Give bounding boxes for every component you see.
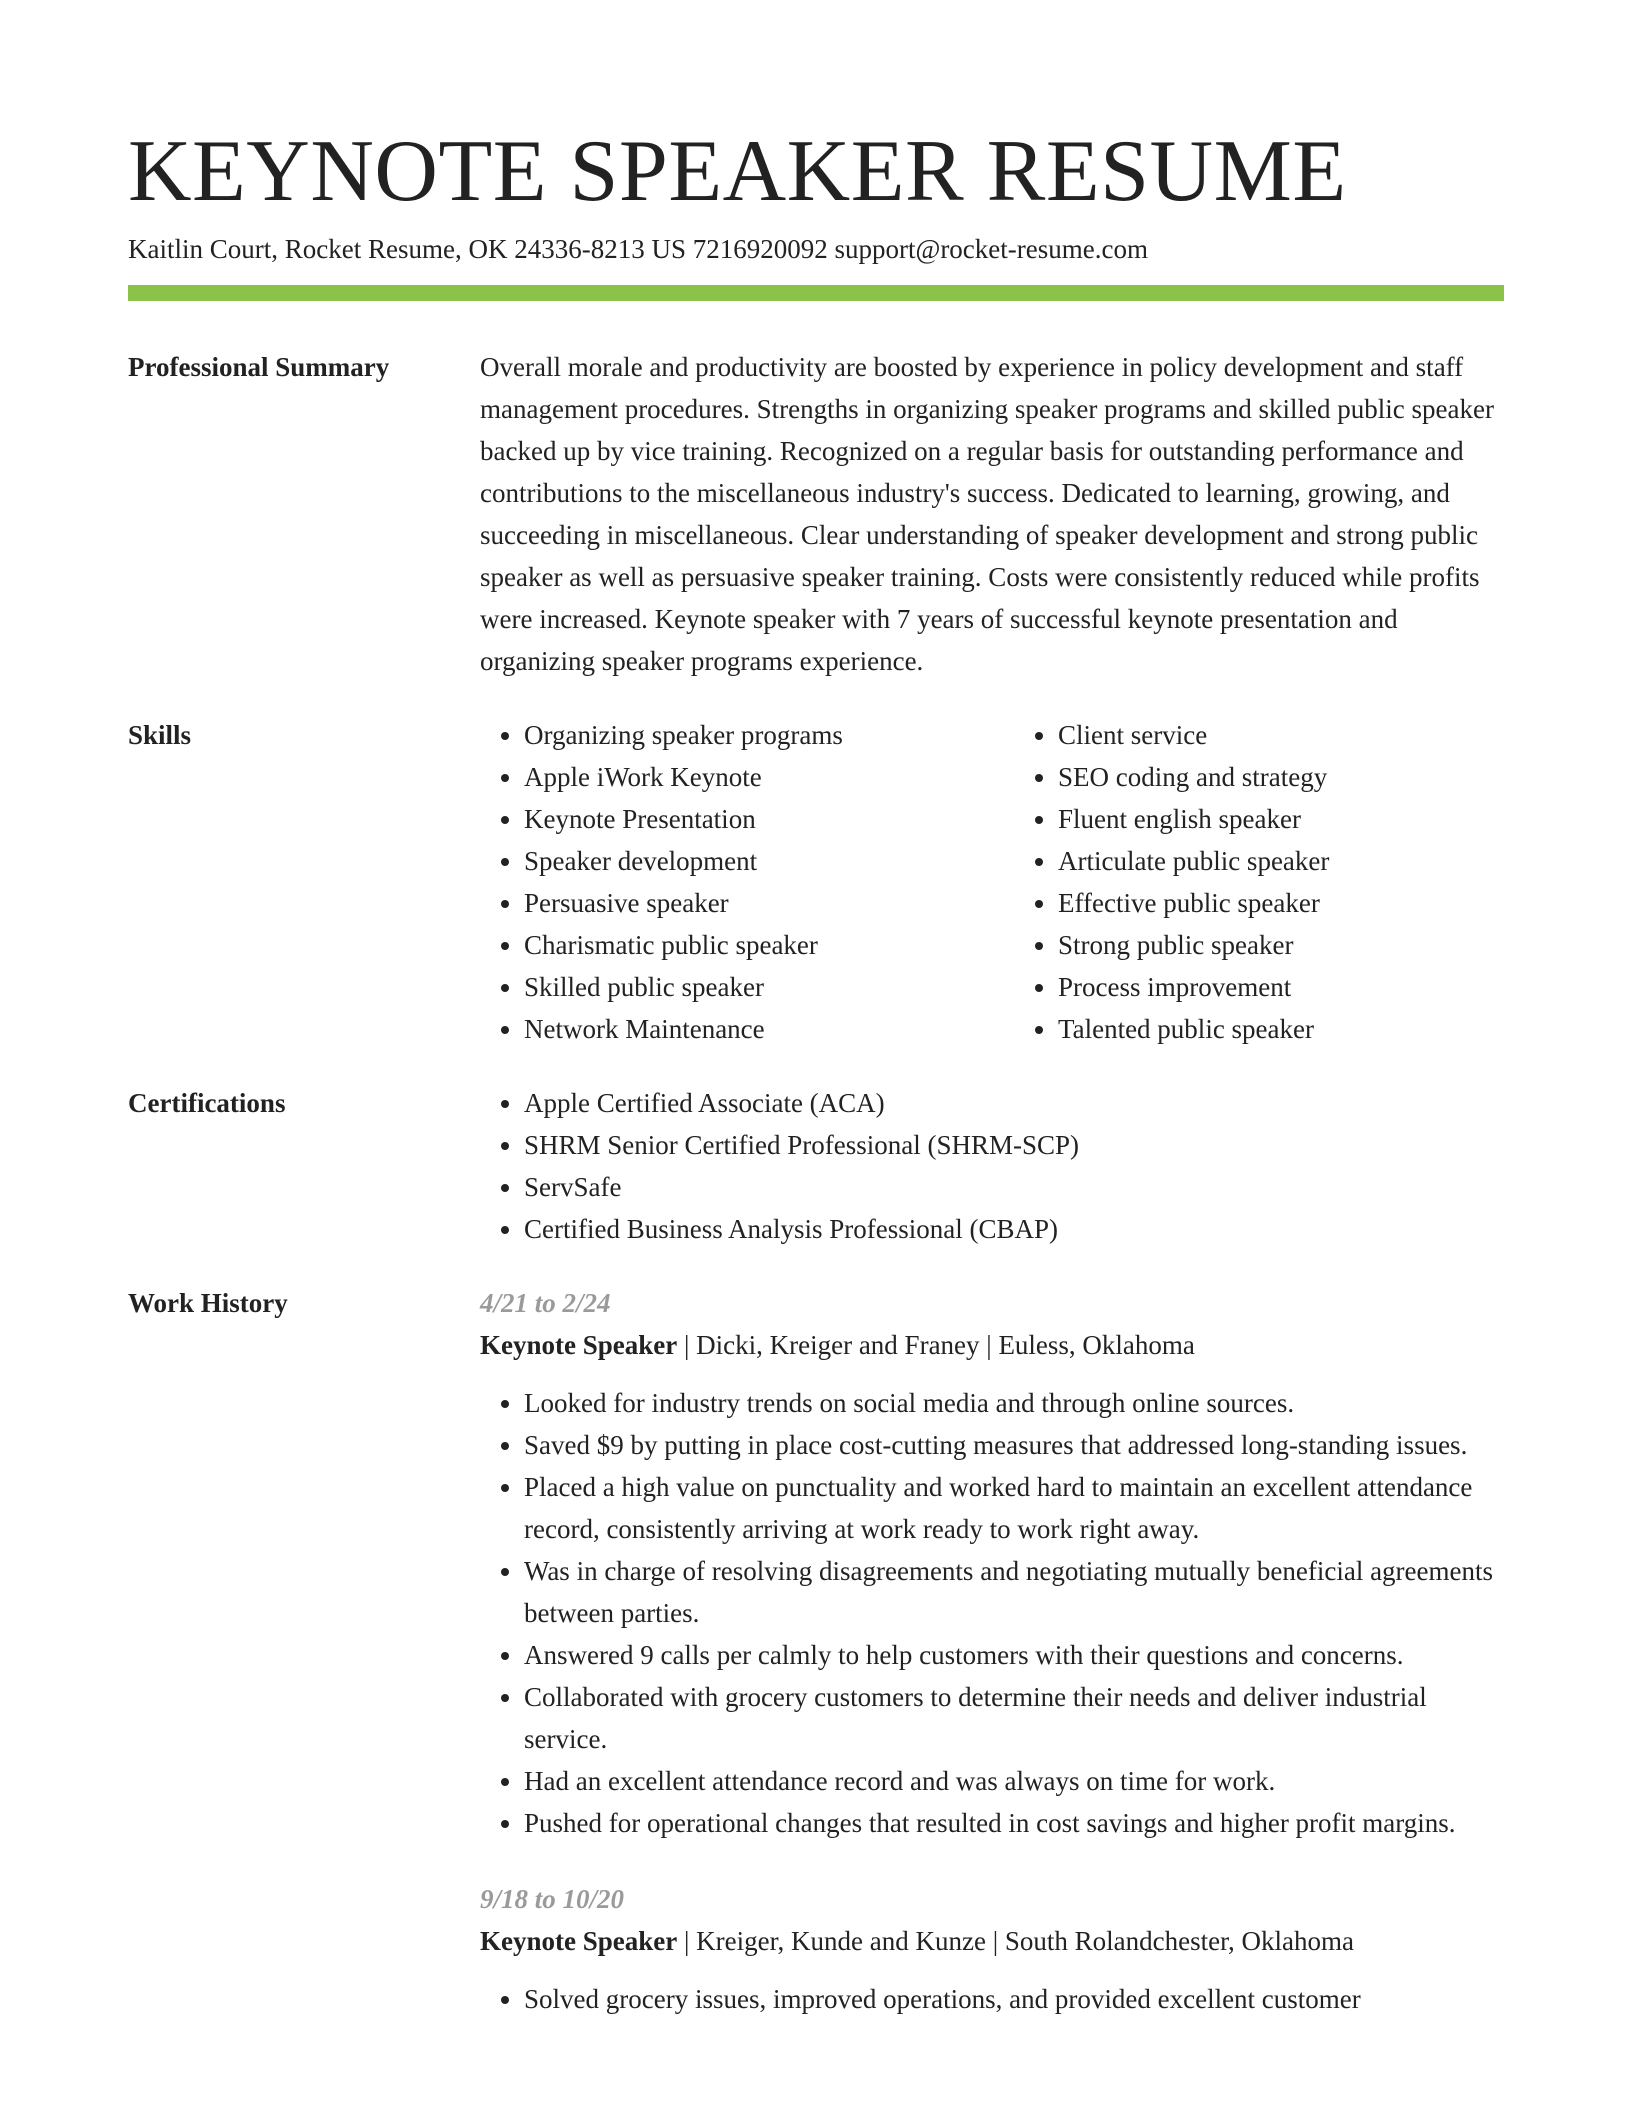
summary-label: Professional Summary — [128, 352, 390, 382]
certifications-label: Certifications — [128, 1088, 286, 1118]
skills-body — [480, 714, 1504, 1050]
job-entry — [480, 1282, 1504, 1844]
header-divider — [128, 285, 1504, 301]
job-bullet: • Looked for industry trends on social media and through online sources. — [524, 1382, 1504, 1424]
skill-item: • Network Maintenance — [524, 1008, 970, 1050]
job-bullet: • Placed a high value on punctuality and worked hard to maintain an excellent attendance record, consistently arriving at work ready to work right away. — [524, 1466, 1504, 1550]
skills-columns — [480, 714, 1504, 1050]
job-bullet: • Pushed for operational changes that resulted in cost savings and higher profit margins. — [524, 1802, 1504, 1844]
job-bullet: • Answered 9 calls per calmly to help customers with their questions and concerns. — [524, 1634, 1504, 1676]
skill-item: • Strong public speaker — [1058, 924, 1504, 966]
contact-info: Kaitlin Court, Rocket Resume, OK 24336-8213 US 7216920092 support@rocket-resume.com — [128, 234, 1148, 264]
skills-list-right — [1014, 714, 1504, 1050]
job-bullet: • Was in charge of resolving disagreements and negotiating mutually beneficial agreements between parties. — [524, 1550, 1504, 1634]
resume-title: KEYNOTE SPEAKER RESUME — [128, 123, 1347, 220]
job-title: Keynote Speaker — [480, 1926, 678, 1956]
skill-item: • Client service — [1058, 714, 1504, 756]
skill-item: • Organizing speaker programs — [524, 714, 970, 756]
job-bullets — [480, 1978, 1504, 2020]
certification-item: • Apple Certified Associate (ACA) — [524, 1082, 1504, 1124]
certifications-body — [480, 1082, 1504, 1250]
certifications-list — [480, 1082, 1504, 1250]
work-history-label: Work History — [128, 1288, 288, 1318]
job-employer-location: | Kreiger, Kunde and Kunze | South Rolandchester, Oklahoma — [677, 1926, 1354, 1956]
job-dates: 4/21 to 2/24 — [480, 1288, 611, 1318]
skill-item: • Fluent english speaker — [1058, 798, 1504, 840]
job-entry — [480, 1878, 1504, 2020]
skill-item: • Articulate public speaker — [1058, 840, 1504, 882]
job-title: Keynote Speaker — [480, 1330, 678, 1360]
job-employer-location: | Dicki, Kreiger and Franey | Euless, Oklahoma — [677, 1330, 1195, 1360]
skill-item: • Skilled public speaker — [524, 966, 970, 1008]
skill-item: • Persuasive speaker — [524, 882, 970, 924]
skills-list-left — [480, 714, 970, 1050]
skill-item: • Process improvement — [1058, 966, 1504, 1008]
skill-item: • Charismatic public speaker — [524, 924, 970, 966]
work-history-body — [480, 1282, 1504, 2054]
summary-body — [480, 346, 1504, 682]
certification-item: • ServSafe — [524, 1166, 1504, 1208]
skill-item: • Apple iWork Keynote — [524, 756, 970, 798]
job-heading — [480, 1920, 1504, 1962]
skill-item: • SEO coding and strategy — [1058, 756, 1504, 798]
job-dates: 9/18 to 10/20 — [480, 1884, 625, 1914]
skill-item: • Effective public speaker — [1058, 882, 1504, 924]
job-heading — [480, 1324, 1504, 1366]
skills-label: Skills — [128, 720, 192, 750]
skill-item: • Speaker development — [524, 840, 970, 882]
skill-item: • Keynote Presentation — [524, 798, 970, 840]
job-bullet: • Collaborated with grocery customers to determine their needs and deliver industrial service. — [524, 1676, 1504, 1760]
certification-item: • SHRM Senior Certified Professional (SHRM-SCP) — [524, 1124, 1504, 1166]
skill-item: • Talented public speaker — [1058, 1008, 1504, 1050]
job-bullet: • Solved grocery issues, improved operations, and provided excellent customer — [524, 1978, 1504, 2020]
job-bullet: • Saved $9 by putting in place cost-cutting measures that addressed long-standing issues. — [524, 1424, 1504, 1466]
summary-text: Overall morale and productivity are boosted by experience in policy development and staff management procedures. Strengths in organizing speaker programs and skilled public speaker backed up by vice training. Recognized on a regular basis for outstanding performance and contributions to the miscellaneous industry's success. Dedicated to learning, growing, and succeeding in miscellaneous. Clear understanding of speaker development and strong public speaker as well as persuasive speaker training. Costs were consistently reduced while profits were increased. Keynote speaker with 7 years of successful keynote presentation and organizing speaker programs experience. — [480, 352, 1494, 676]
certification-item: • Certified Business Analysis Professional (CBAP) — [524, 1208, 1504, 1250]
job-bullet: • Had an excellent attendance record and was always on time for work. — [524, 1760, 1504, 1802]
job-bullets — [480, 1382, 1504, 1844]
